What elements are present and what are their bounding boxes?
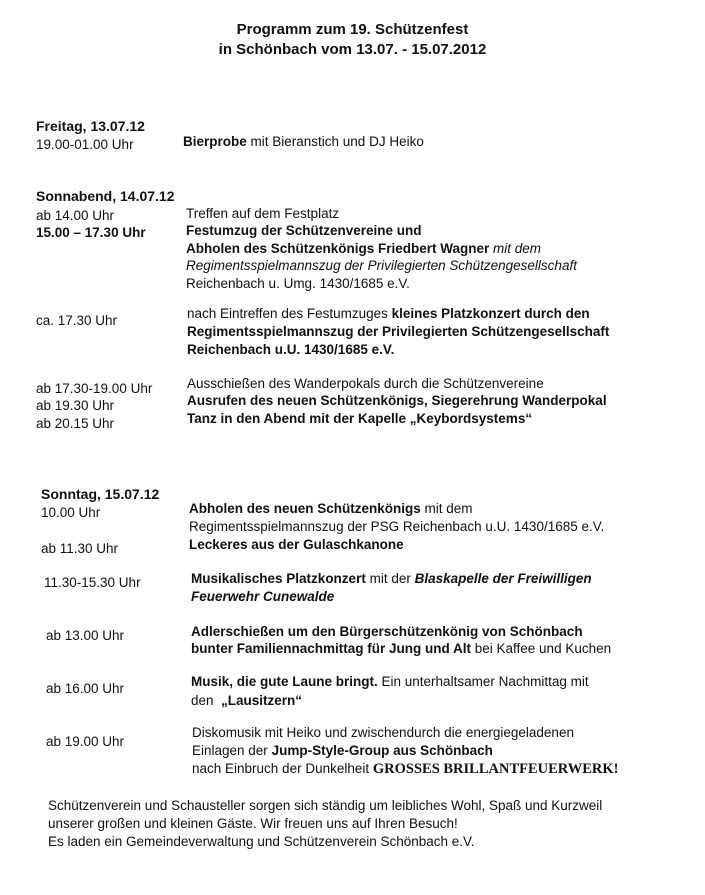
friday-event-1-text: mit Bieranstich und DJ Heiko: [246, 134, 424, 149]
sunday-event-5-band: „Lausitzern“: [221, 693, 303, 708]
saturday-event-4: Ausschießen des Wanderpokals durch die Schützenvereine: [187, 376, 544, 391]
saturday-event-3-line-2: Regimentsspielmannszug der Privilegierten Schützengesellschaft: [187, 324, 610, 339]
sunday-time-5: ab 16.00 Uhr: [46, 681, 125, 696]
saturday-event-3-line-1: [187, 305, 590, 322]
page-title: [0, 20, 705, 60]
saturday-time-5: ab 19.30 Uhr: [36, 398, 115, 413]
sunday-event-1-bold: Abholen des neuen Schützenkönigs: [189, 501, 421, 516]
sunday-event-6-line-1: Diskomusik mit Heiko und zwischendurch die energiegeladenen: [192, 725, 574, 740]
friday-event-1: [183, 133, 424, 150]
saturday-time-1: ab 14.00 Uhr: [36, 208, 115, 223]
sunday-event-3-line-2: Feuerwehr Cunewalde: [191, 589, 335, 604]
title-line-1: Programm zum 19. Schützenfest: [236, 21, 469, 38]
saturday-event-2-line-1: Festumzug der Schützenvereine und: [186, 223, 422, 238]
sunday-time-3: 11.30-15.30 Uhr: [44, 575, 141, 590]
saturday-heading: Sonnabend, 14.07.12: [36, 188, 175, 204]
saturday-event-5: Ausrufen des neuen Schützenkönigs, Siegerehrung Wanderpokal: [187, 393, 607, 408]
saturday-event-3-line-3: Reichenbach u.U. 1430/1685 e.V.: [187, 342, 395, 357]
sunday-event-4-line-1: Adlerschießen um den Bürgerschützenkönig von Schönbach: [191, 624, 583, 639]
sunday-event-5-bold: Musik, die gute Laune bringt.: [191, 674, 378, 689]
saturday-event-2-line-4: Reichenbach u. Umg. 1430/1685 e.V.: [186, 276, 410, 291]
sunday-event-6-text-2: nach Einbruch der Dunkelheit: [192, 761, 373, 776]
saturday-event-2-line-2: [186, 240, 541, 257]
sunday-event-3-text: mit der: [365, 571, 415, 586]
sunday-event-5-text: Ein unterhaltsamer Nachmittag mit: [377, 674, 589, 689]
sunday-event-3-line-1: [191, 570, 592, 587]
sunday-event-5-line-2: [191, 692, 302, 709]
sunday-event-6-line-3: [192, 760, 619, 778]
saturday-event-2-bold: Abholen des Schützenkönigs Friedbert Wagner: [186, 241, 490, 256]
sunday-time-4: ab 13.00 Uhr: [46, 628, 125, 643]
saturday-event-6: Tanz in den Abend mit der Kapelle „Keybordsystems“: [187, 411, 533, 426]
saturday-event-2-italic: mit dem: [489, 241, 542, 256]
sunday-event-4-line-2: [191, 640, 611, 657]
friday-event-1-bold: Bierprobe: [183, 134, 247, 149]
saturday-event-2-line-3: Regimentsspielmannszug der Privilegierten Schützengesellschaft: [186, 258, 577, 273]
sunday-event-6-line-2: [192, 742, 493, 759]
sunday-time-6: ab 19.00 Uhr: [46, 734, 125, 749]
sunday-event-5-line-1: [191, 673, 589, 690]
sunday-heading: Sonntag, 15.07.12: [41, 486, 160, 502]
footer-line-1: Schützenverein und Schausteller sorgen sich ständig um leibliches Wohl, Spaß und Kurzweil: [48, 798, 603, 813]
sunday-event-5-prefix: den: [191, 693, 222, 708]
sunday-event-1-line-1: [189, 500, 473, 517]
saturday-time-3: ca. 17.30 Uhr: [36, 313, 118, 328]
friday-time-1: 19.00-01.00 Uhr: [36, 137, 134, 152]
footer-line-2: unserer großen und kleinen Gäste. Wir freuen uns auf Ihren Besuch!: [48, 816, 458, 831]
saturday-event-3-text: nach Eintreffen des Festumzuges: [187, 306, 392, 321]
sunday-time-1: 10.00 Uhr: [41, 505, 101, 520]
saturday-event-1: Treffen auf dem Festplatz: [186, 206, 340, 221]
title-line-2: in Schönbach vom 13.07. - 15.07.2012: [218, 41, 487, 58]
saturday-event-3-bold: kleines Platzkonzert durch den: [391, 306, 590, 321]
saturday-time-4: ab 17.30-19.00 Uhr: [36, 381, 153, 396]
sunday-event-2: Leckeres aus der Gulaschkanone: [189, 537, 404, 552]
sunday-event-1-line-2: Regimentsspielmannszug der PSG Reichenbach u.U. 1430/1685 e.V.: [189, 519, 605, 534]
sunday-event-3-bold-italic: Blaskapelle der Freiwilligen: [414, 571, 592, 586]
sunday-event-4-text: bei Kaffee und Kuchen: [471, 641, 612, 656]
sunday-event-6-bold: Jump-Style-Group aus Schönbach: [271, 743, 493, 758]
sunday-event-3-bold: Musikalisches Platzkonzert: [191, 571, 366, 586]
friday-heading: Freitag, 13.07.12: [36, 118, 145, 134]
saturday-time-6: ab 20.15 Uhr: [36, 416, 115, 431]
fireworks-announcement: GROSSES BRILLANTFEUERWERK!: [372, 761, 619, 777]
sunday-event-4-bold: bunter Familiennachmittag für Jung und Alt: [191, 641, 471, 656]
footer-line-3: Es laden ein Gemeindeverwaltung und Schützenverein Schönbach e.V.: [48, 834, 475, 849]
saturday-time-2: 15.00 – 17.30 Uhr: [36, 225, 146, 240]
sunday-time-2: ab 11.30 Uhr: [41, 541, 119, 556]
sunday-event-1-text: mit dem: [420, 501, 473, 516]
sunday-event-6-text: Einlagen der: [192, 743, 272, 758]
